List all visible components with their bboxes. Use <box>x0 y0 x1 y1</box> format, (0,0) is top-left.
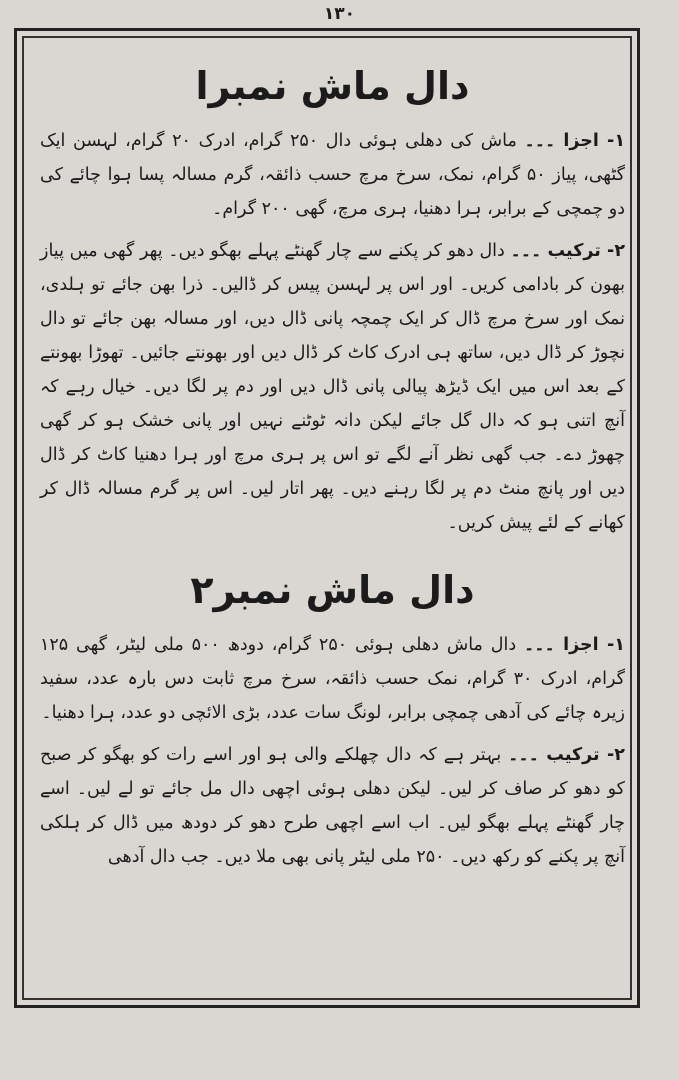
recipe-2-ingredients-label: ۱- اجزا ۔۔۔ <box>524 635 625 655</box>
recipe-1-ingredients <box>40 124 625 226</box>
page-content <box>40 62 625 882</box>
recipe-1-method-label: ۲- ترکیب ۔۔۔ <box>510 241 625 261</box>
recipe-1-method <box>40 234 625 540</box>
recipe-1-ingredients-text: ماش کی دھلی ہوئی دال ۲۵۰ گرام، ادرک ۲۰ گرام، لہسن ایک گٹھی، پیاز ۵۰ گرام، نمک، سرخ مرچ حسب ذائقہ، گرم مسالہ پسا ہوا چائے کی دو چمچی کے برابر، ہرا دھنیا، ہری مرچ، گھی ۲۰۰ گرام۔ <box>40 131 625 219</box>
recipe-2-method <box>40 738 625 874</box>
page-number: ١٣٠ <box>323 4 356 24</box>
recipe-2-ingredients-text: دال ماش دھلی ہوئی ۲۵۰ گرام، دودھ ۵۰۰ ملی لیٹر، گھی ۱۲۵ گرام، ادرک ۳۰ گرام، نمک حسب ذائقہ، سرخ مرچ ثابت دس بارہ عدد، سفید زیرہ چائے کی آدھی چمچی برابر، لونگ سات عدد، بڑی الائچی دو عدد، ہرا دھنیا۔ <box>40 635 625 723</box>
recipe-1-title: دال ماش نمبرا <box>195 64 470 108</box>
recipe-2-method-label: ۲- ترکیب ۔۔۔ <box>508 745 625 765</box>
recipe-1-ingredients-label: ۱- اجزا ۔۔۔ <box>524 131 625 151</box>
recipe-2-title: دال ماش نمبر۲ <box>190 568 475 612</box>
recipe-2-ingredients <box>40 628 625 730</box>
recipe-1-method-text: دال دھو کر پکنے سے چار گھنٹے پہلے بھگو دیں۔ پھر گھی میں پیاز بھون کر بادامی کریں۔ اور اس پر لہسن پیس کر ڈالیں۔ ذرا بھن جائے تو ہلدی، نمک اور سرخ مرچ ڈال کر ایک چمچہ پانی ڈال دیں، اور مسالہ بھن جائے تو دال نچوڑ کر ڈال دیں، ساتھ ہی ادرک کاٹ کر ڈال دیں اور بھونتے جائیں۔ تھوڑا بھونتے کے بعد اس میں ایک ڈیڑھ پیالی پانی ڈال دیں اور دم پر لگا دیں۔ خیال رہے کہ آنچ اتنی ہو کہ دال گل جائے لیکن دانہ ٹوٹنے نہیں اور پانی خشک ہو کر گھی چھوڑ دے۔ جب گھی نظر آنے لگے تو اس پر ہری مرچ اور ہرا دھنیا کاٹ کر ڈال دیں اور پانچ منٹ دم پر لگا رہنے دیں۔ پھر اتار لیں۔ اس پر گرم مسالہ ڈال کر کھانے کے لئے پیش کریں۔ <box>40 241 625 533</box>
recipe-2-method-text: بہتر ہے کہ دال چھلکے والی ہو اور اسے رات کو بھگو کر صبح کو دھو کر صاف کر لیں۔ لیکن دھلی ہوئی اچھی دال مل جائے تو لے لیں۔ اسے چار گھنٹے پہلے بھگو لیں۔ اب اسے اچھی طرح دھو کر دودھ میں ڈال کر ہلکی آنچ پر پکنے کو رکھ دیں۔ ۲۵۰ ملی لیٹر پانی بھی ملا دیں۔ جب دال آدھی <box>40 745 625 867</box>
